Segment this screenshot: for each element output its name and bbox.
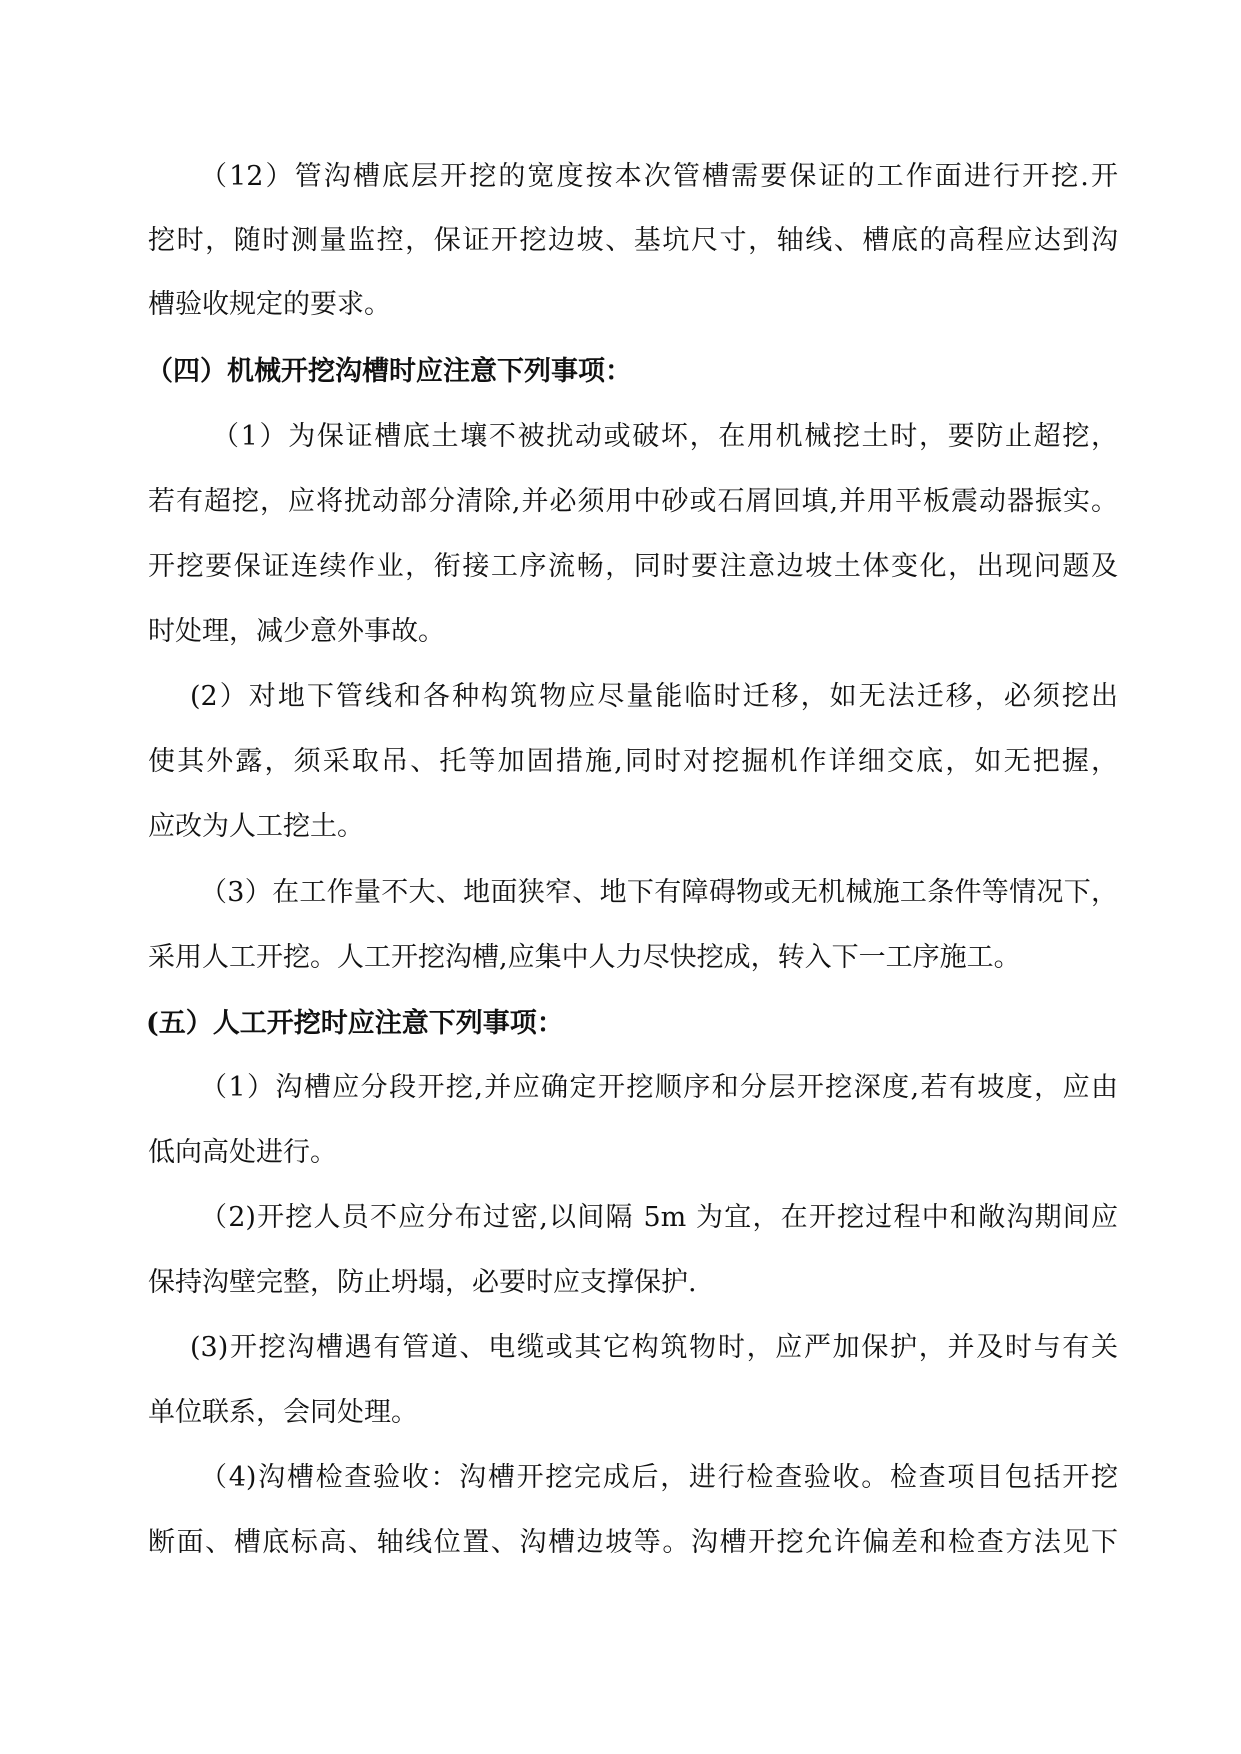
paragraph-5-1-line-2: 低向高处进行。 — [148, 1137, 337, 1168]
section-heading-4: （四）机械开挖沟槽时应注意下列事项： — [146, 356, 632, 387]
paragraph-12-line-3: 槽验收规定的要求。 — [148, 289, 391, 320]
paragraph-4-3-line-1: （3）在工作量不大、地面狭窄、地下有障碍物或无机械施工条件等情况下， — [200, 877, 1118, 908]
paragraph-4-1-line-2: 若有超挖，应将扰动部分清除,并必须用中砂或石屑回填,并用平板震动器振实。 — [148, 486, 1118, 517]
paragraph-12-line-1: （12）管沟槽底层开挖的宽度按本次管槽需要保证的工作面进行开挖.开 — [200, 161, 1118, 192]
paragraph-5-4-line-1: （4)沟槽检查验收：沟槽开挖完成后，进行检查验收。检查项目包括开挖 — [200, 1462, 1118, 1493]
paragraph-4-3-line-2: 采用人工开挖。人工开挖沟槽,应集中人力尽快挖成，转入下一工序施工。 — [148, 942, 1021, 973]
paragraph-12-line-2: 挖时，随时测量监控，保证开挖边坡、基坑尺寸，轴线、槽底的高程应达到沟 — [148, 225, 1118, 256]
paragraph-5-4-line-2: 断面、槽底标高、轴线位置、沟槽边坡等。沟槽开挖允许偏差和检查方法见下 — [148, 1527, 1118, 1558]
paragraph-4-2-line-2: 使其外露，须采取吊、托等加固措施,同时对挖掘机作详细交底，如无把握， — [148, 746, 1118, 777]
paragraph-4-1-line-3: 开挖要保证连续作业，衔接工序流畅，同时要注意边坡土体变化，出现问题及 — [148, 551, 1118, 582]
paragraph-4-2-line-3: 应改为人工挖土。 — [148, 811, 364, 842]
paragraph-4-1-line-1: （1）为保证槽底土壤不被扰动或破坏，在用机械挖土时，要防止超挖， — [212, 421, 1118, 452]
paragraph-4-1-line-4: 时处理，减少意外事故。 — [148, 616, 445, 647]
paragraph-5-3-line-1: (3)开挖沟槽遇有管道、电缆或其它构筑物时，应严加保护，并及时与有关 — [190, 1332, 1118, 1363]
paragraph-5-3-line-2: 单位联系，会同处理。 — [148, 1397, 418, 1428]
paragraph-4-2-line-1: (2）对地下管线和各种构筑物应尽量能临时迁移，如无法迁移，必须挖出 — [190, 681, 1118, 712]
paragraph-5-2-line-2: 保持沟壁完整，防止坍塌，必要时应支撑保护. — [148, 1267, 697, 1298]
section-heading-5: (五）人工开挖时应注意下列事项： — [146, 1008, 564, 1039]
paragraph-5-2-line-1: （2)开挖人员不应分布过密,以间隔 5m 为宜，在开挖过程中和敞沟期间应 — [200, 1202, 1118, 1233]
paragraph-5-1-line-1: （1）沟槽应分段开挖,并应确定开挖顺序和分层开挖深度,若有坡度，应由 — [200, 1072, 1118, 1103]
